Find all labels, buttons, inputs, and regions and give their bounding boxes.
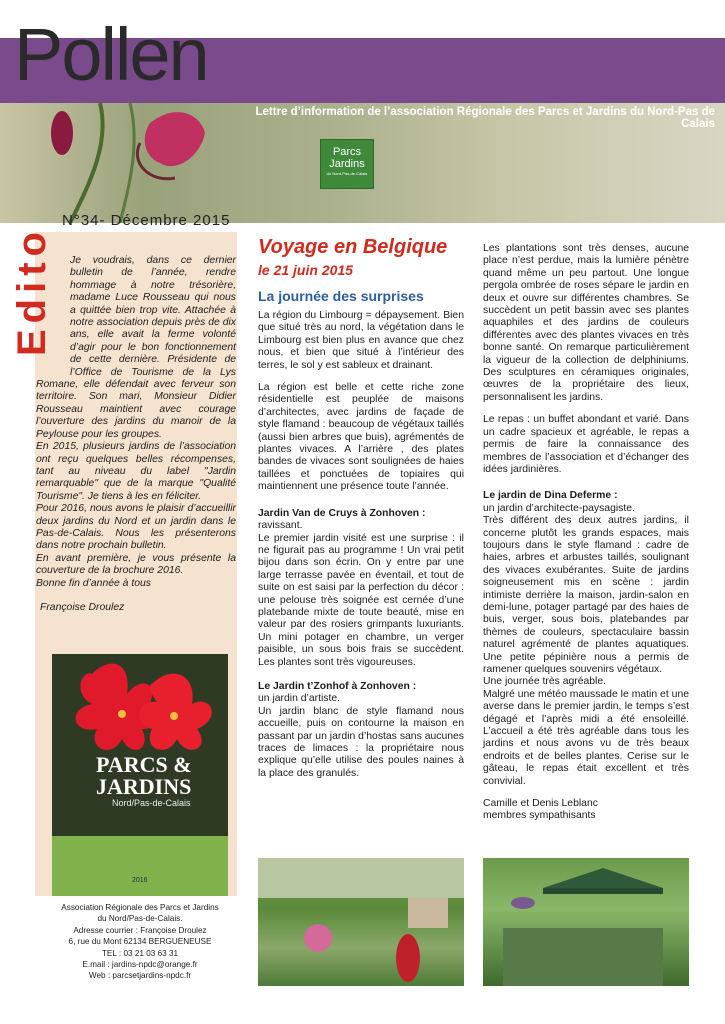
jardin1-title: Jardin Van de Cruys à Zonhoven :	[258, 507, 426, 519]
cover-title: PARCS & JARDINS	[96, 752, 192, 799]
contact-line: Association Régionale des Parcs et Jardins	[61, 903, 219, 912]
contact-block	[45, 902, 235, 982]
article-column-3	[483, 243, 689, 823]
logo-line-1: Parcs	[332, 146, 362, 158]
edito-text	[36, 255, 236, 614]
jardin3-text: Très différent des deux autres jardins, il concerne plutôt les grands espaces, mais toujours dans le style flamand : cadre de haies, arbres et arbustes taillés, soulignant des vivaces exubérantes. Suite de jardins soigneusement mis en scène : jardin intimiste derrière la maison, jardin-salon en demi-lune, potager partagé par des haies de buis, verger, sous bois, platebandes par thèmes de couleurs, spectaculaire bassin naturel agrémenté de plantes aquatiques. Une petite pépinière nous a permis de ramener quelques souvenirs végétaux.	[483, 515, 689, 675]
contact-email[interactable]: E.mail : jardins-npdc@orange.fr	[82, 960, 198, 970]
author-role: membres sympathisants	[483, 810, 596, 822]
jardin2-subtitle: un jardin d’artiste.	[258, 693, 341, 705]
edito-para: Je voudrais, dans ce dernier bulletin de l’année, rendre hommage à notre trésorière, madame Luce Rousseau qui nous a quittée bien trop vite. Attachée à notre association depuis près de dix ans, elle avait la ferme volonté d’agir pour le bon fonctionnement de cette dernière. Présidente de l’Office de Tourisme de la Lys Romane, elle défendait avec ferveur son territoire. Son mari, Monsieur Didier Rousseau maintient avec courage l’ouverture des jardins du manoir de la Peylouse pour les groupes.	[36, 255, 236, 440]
edito-para: Bonne fin d’année à tous	[36, 577, 151, 589]
contact-line: 6, rue du Mont 62134 BERGUENEUSE	[68, 937, 212, 947]
edito-signature: Françoise Droulez	[40, 601, 125, 613]
contact-line: du Nord/Pas-de-Calais.	[97, 914, 183, 924]
jardin2-text: Un jardin blanc de style flamand nous accueille, puis on contourne la maison en passant par un jardin d’hostas sans aucunes traces de limaces : la propriétaire nous explique qu’elle utilise des poules naines à la place des granulés.	[258, 705, 464, 779]
garden-scene-1	[258, 858, 464, 986]
garden-photo-terrace	[483, 858, 689, 986]
article-column-2	[258, 310, 464, 780]
logo-line-2: Jardins	[329, 158, 365, 171]
section-title: La journée des surprises	[258, 288, 424, 304]
cover-band	[52, 836, 228, 896]
jardin1-text: Le premier jardin visité est une surprise : il ne figurait pas au programme ! Un vrai petit bijou dans son écrin. On y entre par une large terrasse pavée en éventail, et tout de suite on est saisi par la perfection du décor : une pelouse très soignée est cernée d’une platebande mixte de toute beauté, mise en valeur par des rosiers grimpants luxuriants. Un mini potager en chambre, un verger paisible, un sous bois frais se succèdent. Les plantes sont très vigoureuses.	[258, 532, 464, 668]
edito-para: Pour 2016, nous avons le plaisir d’accueillir deux jardins du Nord et un jardin dans le Pas-de-Calais. Nous les présenterons dans notre prochain bulletin.	[36, 503, 236, 552]
article-date: le 21 juin 2015	[258, 262, 353, 278]
edito-para: En avant première, je vous présente la couverture de la brochure 2016.	[36, 552, 236, 577]
author-names: Camille et Denis Leblanc	[483, 798, 598, 810]
logo-line-3: du Nord-Pas-de-Calais	[326, 171, 368, 177]
brochure-cover-image	[52, 654, 228, 896]
garden-photo-visitors	[258, 858, 464, 986]
cover-year: 2016	[132, 877, 148, 884]
closing-heading: Une journée très agréable.	[483, 676, 607, 688]
jardin1-subtitle: ravissant.	[258, 520, 303, 532]
closing-text: Malgré une météo maussade le matin et une averse dans le premier jardin, le temps s’est dégagé et l’après midi a été ensoleillé. L’accueil a été très agréable dans tous les jardins et nous avons vu de très beaux endroits et de belles plantes. Cerise sur le gâteau, le repas était excellent et très convivial.	[483, 688, 689, 787]
article-para: Le repas : un buffet abondant et varié. Dans un cadre spacieux et agréable, le repas a permis de faire la connaissance des membres de l’association et d’échanger des idées jardinières.	[483, 414, 689, 475]
tagline: Lettre d’information de l’association Régionale des Parcs et Jardins du Nord-Pas de Calais	[255, 106, 715, 130]
parcs-jardins-logo	[320, 139, 374, 189]
article-para: Les plantations sont très denses, aucune place n’est perdue, mais la lumière pénètre quand même un peu partout. Une longue pergola ombrée de roses sépare le jardin en deux et ouvre sur différentes chambres. Se succèdent un petit bassin avec ses plantes aquaphiles et des jardins de couleurs différentes avec des plantes vivaces en très bonne santé. On remarque particulièrement la vigueur de la collection de delphiniums. Des sculptures en céramiques originales, œuvres de la propriétaire des lieux, personnalisent les jardins.	[483, 243, 689, 403]
article-title: Voyage en Belgique	[258, 236, 448, 258]
edito-heading: Edito	[10, 226, 54, 356]
edito-para: En 2015, plusieurs jardins de l’association ont reçu quelques belles récompenses, tant au niveau du label "Jardin remarquable" que de la marque "Qualité Tourisme". Je tiens à les en féliciter.	[36, 441, 236, 502]
garden-scene-2	[483, 858, 689, 986]
jardin3-title: Le jardin de Dina Deferme :	[483, 490, 618, 502]
jardin3-subtitle: un jardin d’architecte-paysagiste.	[483, 502, 635, 514]
contact-phone: TEL : 03 21 03 63 31	[101, 948, 179, 958]
contact-web[interactable]: Web : parcsetjardins-npdc.fr	[88, 971, 192, 981]
article-para: La région est belle et cette riche zone résidentielle est peuplée de maisons d’architectes, avec jardins de façade de style flamand : beaucoup de végétaux taillés (aussi bien arbres que buis), agrémentés de plantes vivaces. A l’arrière , des plates bandes de vivaces sont soulignées de haies taillées et ponctuées de topiaires qui maintiennent une présence toute l’année.	[258, 382, 464, 493]
cover-subtitle: Nord/Pas-de-Calais	[112, 798, 191, 808]
issue-number: N°34- Décembre 2015	[62, 212, 231, 229]
newsletter-title: Pollen	[14, 13, 208, 96]
article-para: La région du Limbourg = dépaysement. Bien que situé très au nord, la végétation dans le Limbourg est bien plus en avance que chez nous, et bien que situé à l’intérieur des terres, le sol y est sableux et drainant.	[258, 310, 464, 371]
jardin2-title: Le Jardin t’Zonhof à Zonhoven :	[258, 680, 417, 692]
contact-line: Adresse courrier : Françoise Droulez	[73, 925, 207, 935]
